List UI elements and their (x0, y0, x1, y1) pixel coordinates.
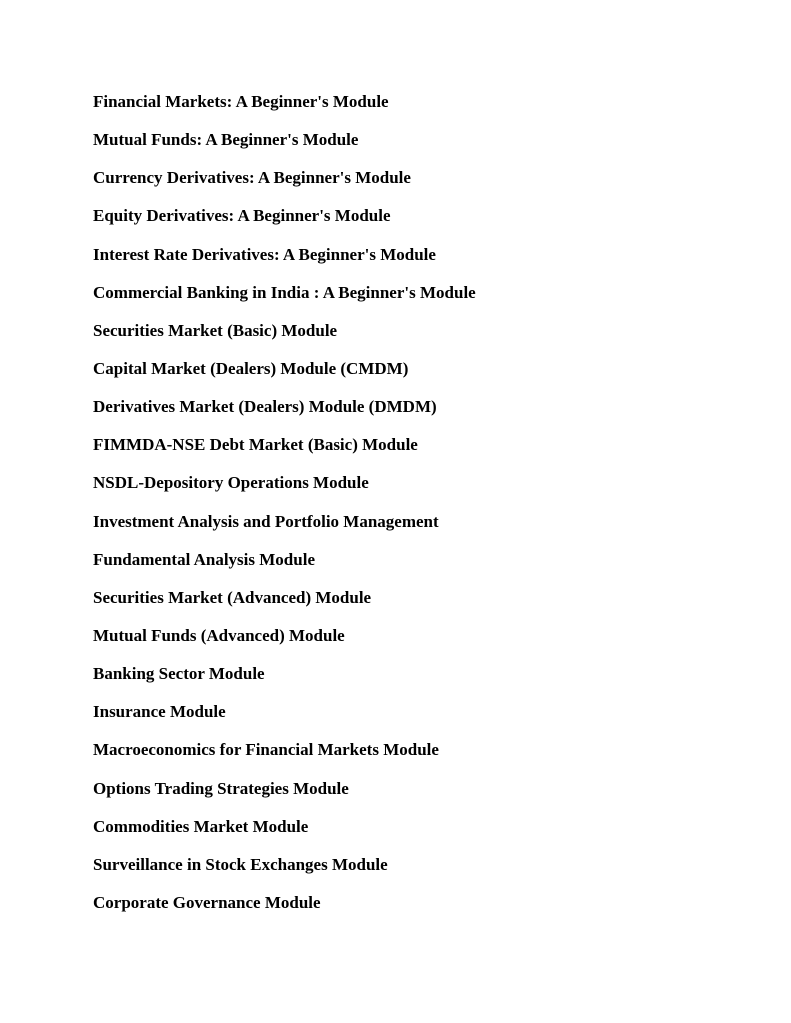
module-item: Securities Market (Basic) Module (93, 320, 338, 340)
module-list (93, 92, 476, 931)
module-item: Options Trading Strategies Module (93, 778, 349, 798)
module-item: Capital Market (Dealers) Module (CMDM) (93, 358, 409, 378)
module-item: Insurance Module (93, 702, 226, 722)
module-item: Equity Derivatives: A Beginner's Module (93, 206, 391, 226)
module-item: Securities Market (Advanced) Module (93, 587, 372, 607)
module-item: Banking Sector Module (93, 664, 265, 684)
module-item: Mutual Funds (Advanced) Module (93, 625, 345, 645)
module-item: Interest Rate Derivatives: A Beginner's Module (93, 244, 436, 264)
module-item: Derivatives Market (Dealers) Module (DMDM) (93, 397, 437, 417)
module-item: Investment Analysis and Portfolio Management (93, 511, 439, 531)
module-item: Macroeconomics for Financial Markets Module (93, 740, 439, 760)
module-item: Mutual Funds: A Beginner's Module (93, 130, 359, 150)
module-item: FIMMDA-NSE Debt Market (Basic) Module (93, 435, 418, 455)
module-item: Currency Derivatives: A Beginner's Module (93, 168, 411, 188)
module-item: Financial Markets: A Beginner's Module (93, 92, 389, 111)
module-item: NSDL-Depository Operations Module (93, 473, 369, 493)
module-item: Corporate Governance Module (93, 892, 321, 912)
module-item: Fundamental Analysis Module (93, 549, 315, 569)
module-item: Commercial Banking in India : A Beginner's Module (93, 282, 476, 302)
module-item: Surveillance in Stock Exchanges Module (93, 854, 388, 874)
module-item: Commodities Market Module (93, 816, 309, 836)
